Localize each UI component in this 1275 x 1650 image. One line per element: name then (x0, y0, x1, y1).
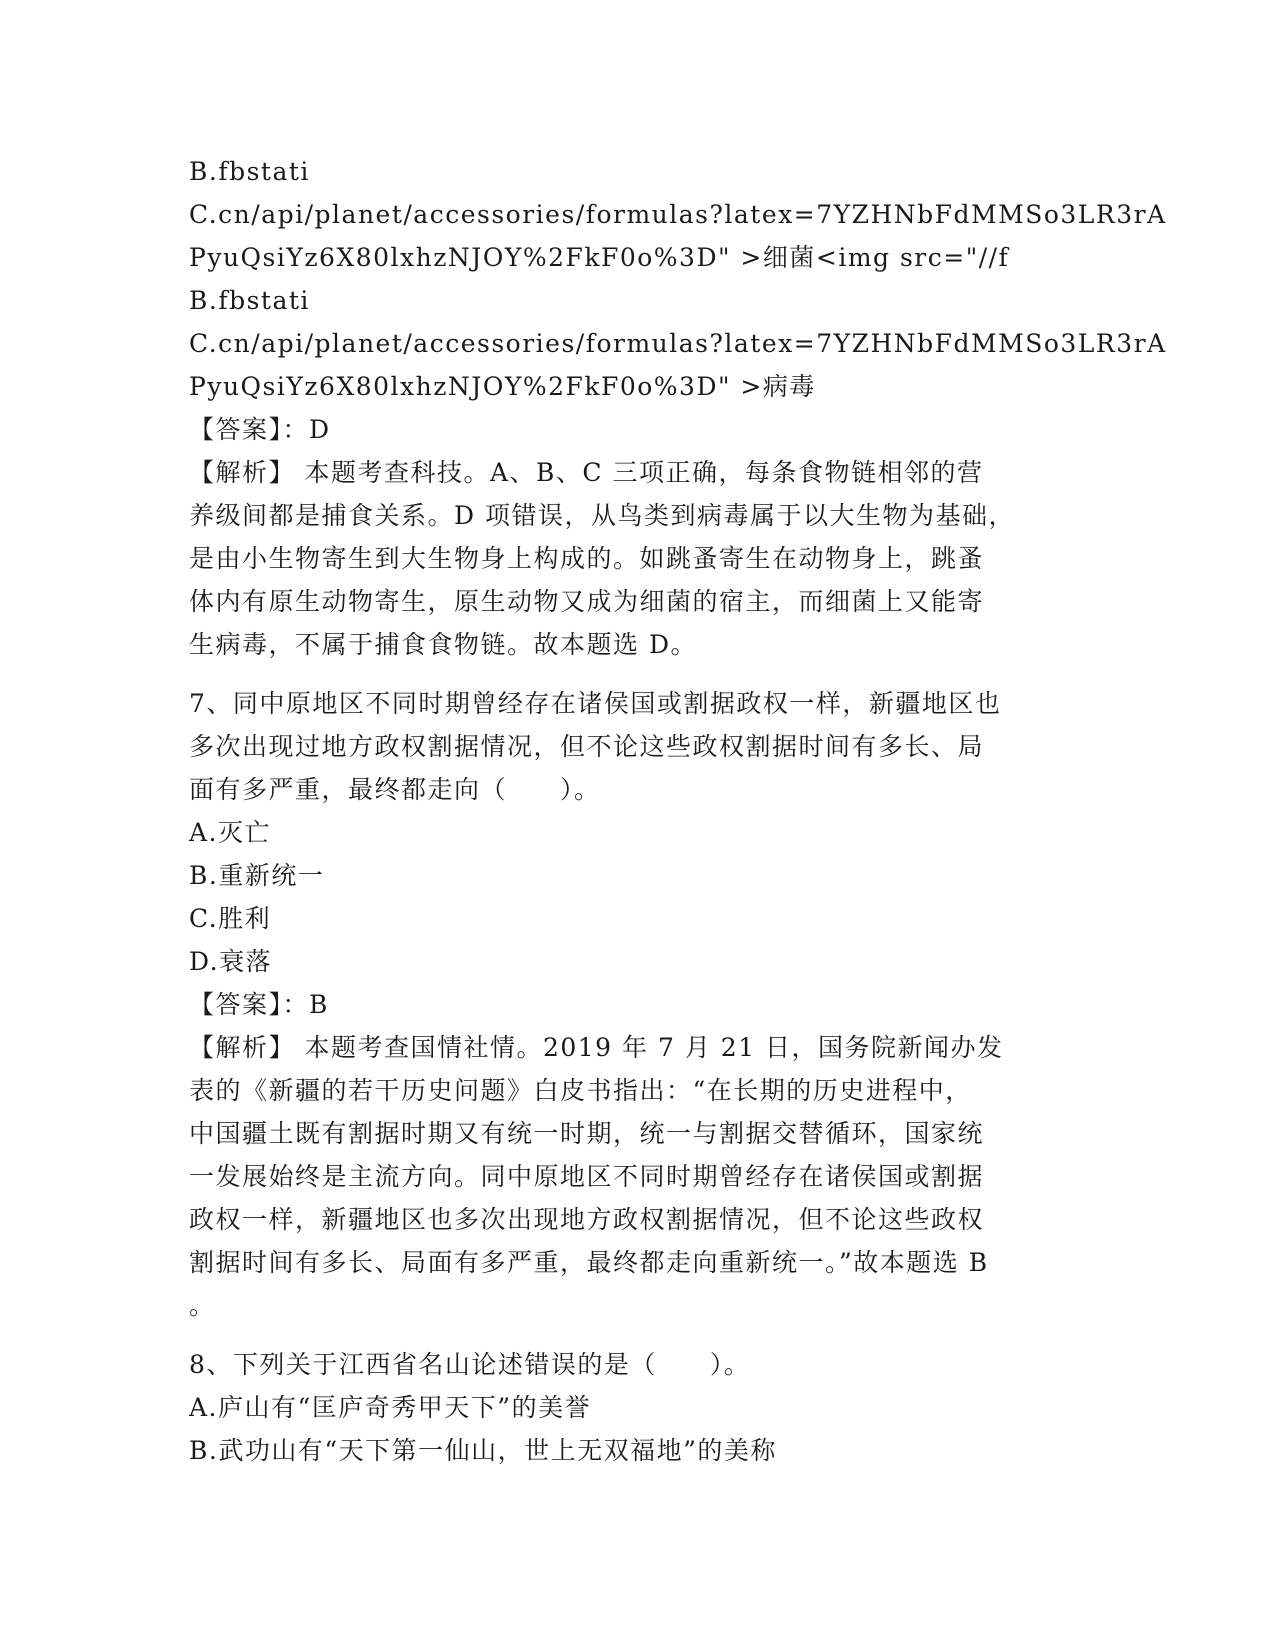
question-7 (189, 682, 1089, 1327)
option-line: C.cn/api/planet/accessories/formulas?latex=7YZHNbFdMMSo3LR3rA (189, 200, 1167, 229)
analysis-line: 。 (189, 1291, 216, 1320)
analysis-line: 体内有原生动物寄生，原生动物又成为细菌的宿主，而细菌上又能寄 (189, 587, 985, 616)
option-b: B.重新统一 (189, 861, 325, 890)
option-line: B.fbstati (189, 157, 310, 186)
option-a: A.庐山有“匡庐奇秀甲天下”的美誉 (189, 1393, 592, 1422)
option-line: PyuQsiYz6X80lxhzNJOY%2FkF0o%3D" >细菌<img src="//f (189, 243, 1010, 272)
option-line: C.cn/api/planet/accessories/formulas?latex=7YZHNbFdMMSo3LR3rA (189, 329, 1167, 358)
analysis-line: 一发展始终是主流方向。同中原地区不同时期曾经存在诸侯国或割据 (189, 1162, 985, 1191)
question-8 (189, 1343, 1089, 1472)
option-a: A.灭亡 (189, 818, 272, 847)
option-b: B.武功山有“天下第一仙山，世上无双福地”的美称 (189, 1436, 777, 1465)
answer-line: 【答案】：D (189, 415, 331, 444)
analysis-line: 【解析】 本题考查国情社情。2019 年 7 月 21 日，国务院新闻办发 (189, 1033, 1004, 1062)
analysis-line: 割据时间有多长、局面有多严重，最终都走向重新统一。”故本题选 B (189, 1248, 989, 1277)
analysis-line: 生病毒，不属于捕食食物链。故本题选 D。 (189, 630, 697, 659)
analysis-line: 中国疆土既有割据时期又有统一时期，统一与割据交替循环，国家统 (189, 1119, 985, 1148)
question-gap (189, 1327, 1089, 1343)
option-d: D.衰落 (189, 947, 273, 976)
analysis-line: 是由小生物寄生到大生物身上构成的。如跳蚤寄生在动物身上，跳蚤 (189, 544, 985, 573)
option-line: PyuQsiYz6X80lxhzNJOY%2FkF0o%3D" >病毒 (189, 372, 816, 401)
option-line: B.fbstati (189, 286, 310, 315)
question-gap (189, 666, 1089, 682)
analysis-line: 【解析】 本题考查科技。A、B、C 三项正确，每条食物链相邻的营 (189, 458, 984, 487)
analysis-line: 养级间都是捕食关系。D 项错误，从鸟类到病毒属于以大生物为基础， (189, 501, 1015, 530)
question-stem-line: 多次出现过地方政权割据情况，但不论这些政权割据时间有多长、局 (189, 732, 985, 761)
question-stem-line: 面有多严重，最终都走向（ ）。 (189, 775, 601, 804)
analysis-line: 表的《新疆的若干历史问题》白皮书指出：“在长期的历史进程中， (189, 1076, 972, 1105)
option-c: C.胜利 (189, 904, 272, 933)
document-page (189, 150, 1167, 1472)
answer-line: 【答案】：B (189, 990, 329, 1019)
question-stem-line: 8、下列关于江西省名山论述错误的是（ ）。 (189, 1350, 751, 1379)
previous-question-tail (189, 150, 1167, 666)
question-stem-line: 7、同中原地区不同时期曾经存在诸侯国或割据政权一样，新疆地区也 (189, 689, 1002, 718)
analysis-line: 政权一样，新疆地区也多次出现地方政权割据情况，但不论这些政权 (189, 1205, 985, 1234)
